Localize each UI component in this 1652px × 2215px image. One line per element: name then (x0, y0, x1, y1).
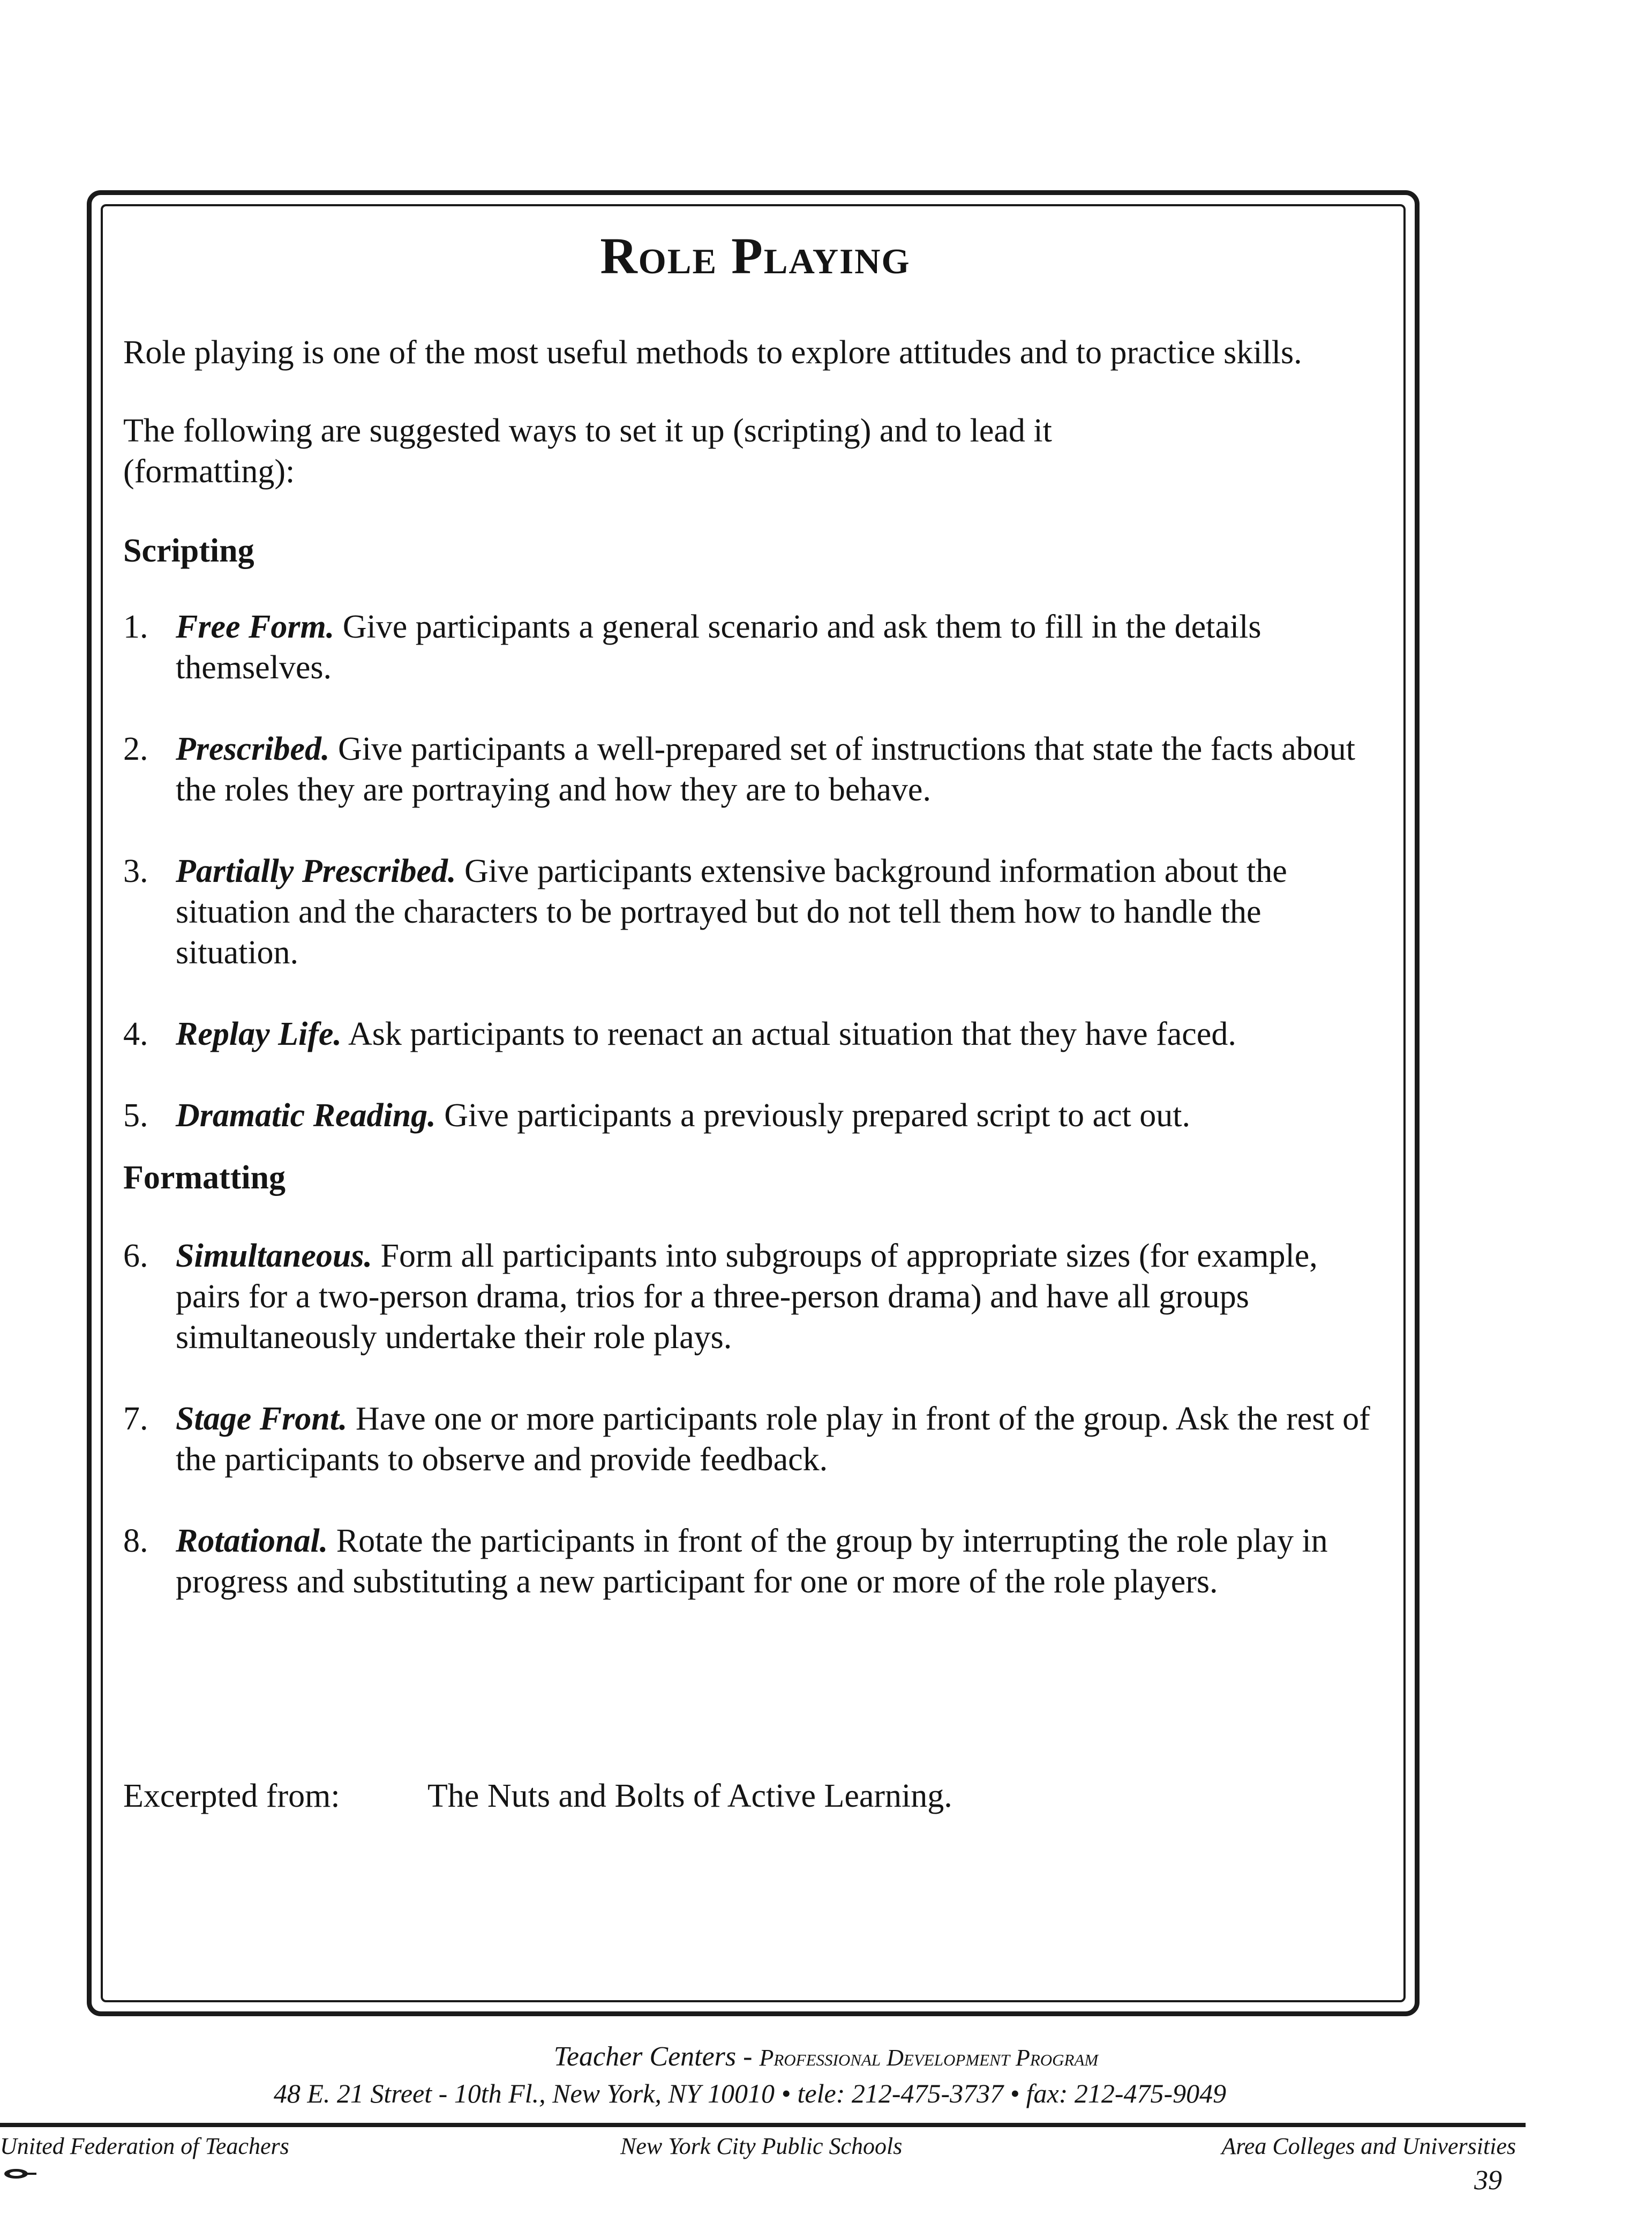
footer-right-text: Area Colleges and Universities (1221, 2133, 1516, 2159)
item-term: Rotational. (176, 1523, 328, 1559)
item-body (176, 1521, 1387, 1602)
intro-paragraph-1: Role playing is one of the most useful methods to explore attitudes and to practice skills. (123, 334, 1302, 371)
item-body (176, 607, 1387, 688)
list-item (123, 1095, 1387, 1136)
item-text: Give participants a general scenario and ask them to fill in the details themselves. (176, 609, 1261, 686)
scripting-list (123, 607, 1387, 1136)
item-term: Replay Life. (176, 1016, 342, 1052)
footer-org-name: Teacher Centers (553, 2041, 737, 2072)
item-number: 8. (123, 1523, 148, 1559)
list-item (123, 1236, 1387, 1358)
footer-address: 48 E. 21 Street - 10th Fl., New York, NY 10010 • tele: 212-475-3737 • fax: 212-475-9049 (273, 2078, 1227, 2108)
item-number: 4. (123, 1016, 148, 1052)
excerpt-line (123, 1776, 1387, 1816)
scripting-heading: Scripting (123, 533, 254, 569)
item-term: Partially Prescribed. (176, 853, 456, 889)
footer-left-text: United Federation of Teachers (0, 2133, 289, 2159)
intro-paragraph-2-line-2: (formatting): (123, 453, 295, 490)
item-text: Give participants a well-prepared set of instructions that state the facts about the roles they are portraying and how they are to behave. (176, 731, 1356, 808)
footer-divider (0, 2123, 1526, 2127)
item-term: Dramatic Reading. (176, 1097, 436, 1134)
item-text: Form all participants into subgroups of appropriate sizes (for example, pairs for a two-person drama, trios for a three-person drama) and have all groups simultaneously undertake their role plays. (176, 1238, 1318, 1356)
intro-paragraph-2 (123, 410, 1387, 492)
excerpt-label: Excerpted from: (123, 1778, 340, 1814)
item-term: Stage Front. (176, 1401, 348, 1437)
item-body (176, 729, 1387, 810)
item-number: 5. (123, 1097, 148, 1134)
item-term: Free Form. (176, 609, 335, 645)
list-item (123, 729, 1387, 810)
footer-program: Professional Development Program (759, 2045, 1099, 2071)
item-body (176, 1095, 1387, 1136)
item-term: Prescribed. (176, 731, 330, 767)
item-number: 7. (123, 1401, 148, 1437)
list-item (123, 607, 1387, 688)
list-item (123, 1521, 1387, 1602)
list-item (123, 1398, 1387, 1480)
item-body (176, 1398, 1387, 1480)
page-title: Role Playing (600, 227, 911, 285)
item-text: Have one or more participants role play in front of the group. Ask the rest of the participants to observe and provide feedback. (176, 1401, 1370, 1478)
item-text: Give participants extensive background information about the situation and the characters to be portrayed but do not tell them how to handle the situation. (176, 853, 1287, 971)
footer-center-text: New York City Public Schools (620, 2133, 903, 2159)
item-text: Ask participants to reenact an actual situation that they have faced. (348, 1016, 1236, 1052)
document-body (123, 214, 1387, 1816)
item-body (176, 1236, 1387, 1358)
footer-separator: - (736, 2041, 760, 2072)
item-term: Simultaneous. (176, 1238, 372, 1274)
excerpt-source: The Nuts and Bolts of Active Learning. (427, 1778, 952, 1814)
item-number: 2. (123, 731, 148, 767)
formatting-list (123, 1236, 1387, 1602)
item-text: Rotate the participants in front of the group by interrupting the role play in progress and substituting a new participant for one or more of the role players. (176, 1523, 1328, 1600)
list-item (123, 1014, 1387, 1054)
item-number: 1. (123, 609, 148, 645)
item-body (176, 851, 1387, 973)
union-bug-icon (3, 2168, 36, 2180)
formatting-heading: Formatting (123, 1159, 286, 1196)
item-number: 6. (123, 1238, 148, 1274)
footer-organization (0, 2040, 1652, 2075)
item-body (176, 1014, 1387, 1054)
item-number: 3. (123, 853, 148, 889)
intro-paragraph-2-line-1: The following are suggested ways to set it up (scripting) and to lead it (123, 413, 1052, 449)
list-item (123, 851, 1387, 973)
item-text: Give participants a previously prepared script to act out. (444, 1097, 1191, 1134)
page-number: 39 (1474, 2165, 1502, 2196)
